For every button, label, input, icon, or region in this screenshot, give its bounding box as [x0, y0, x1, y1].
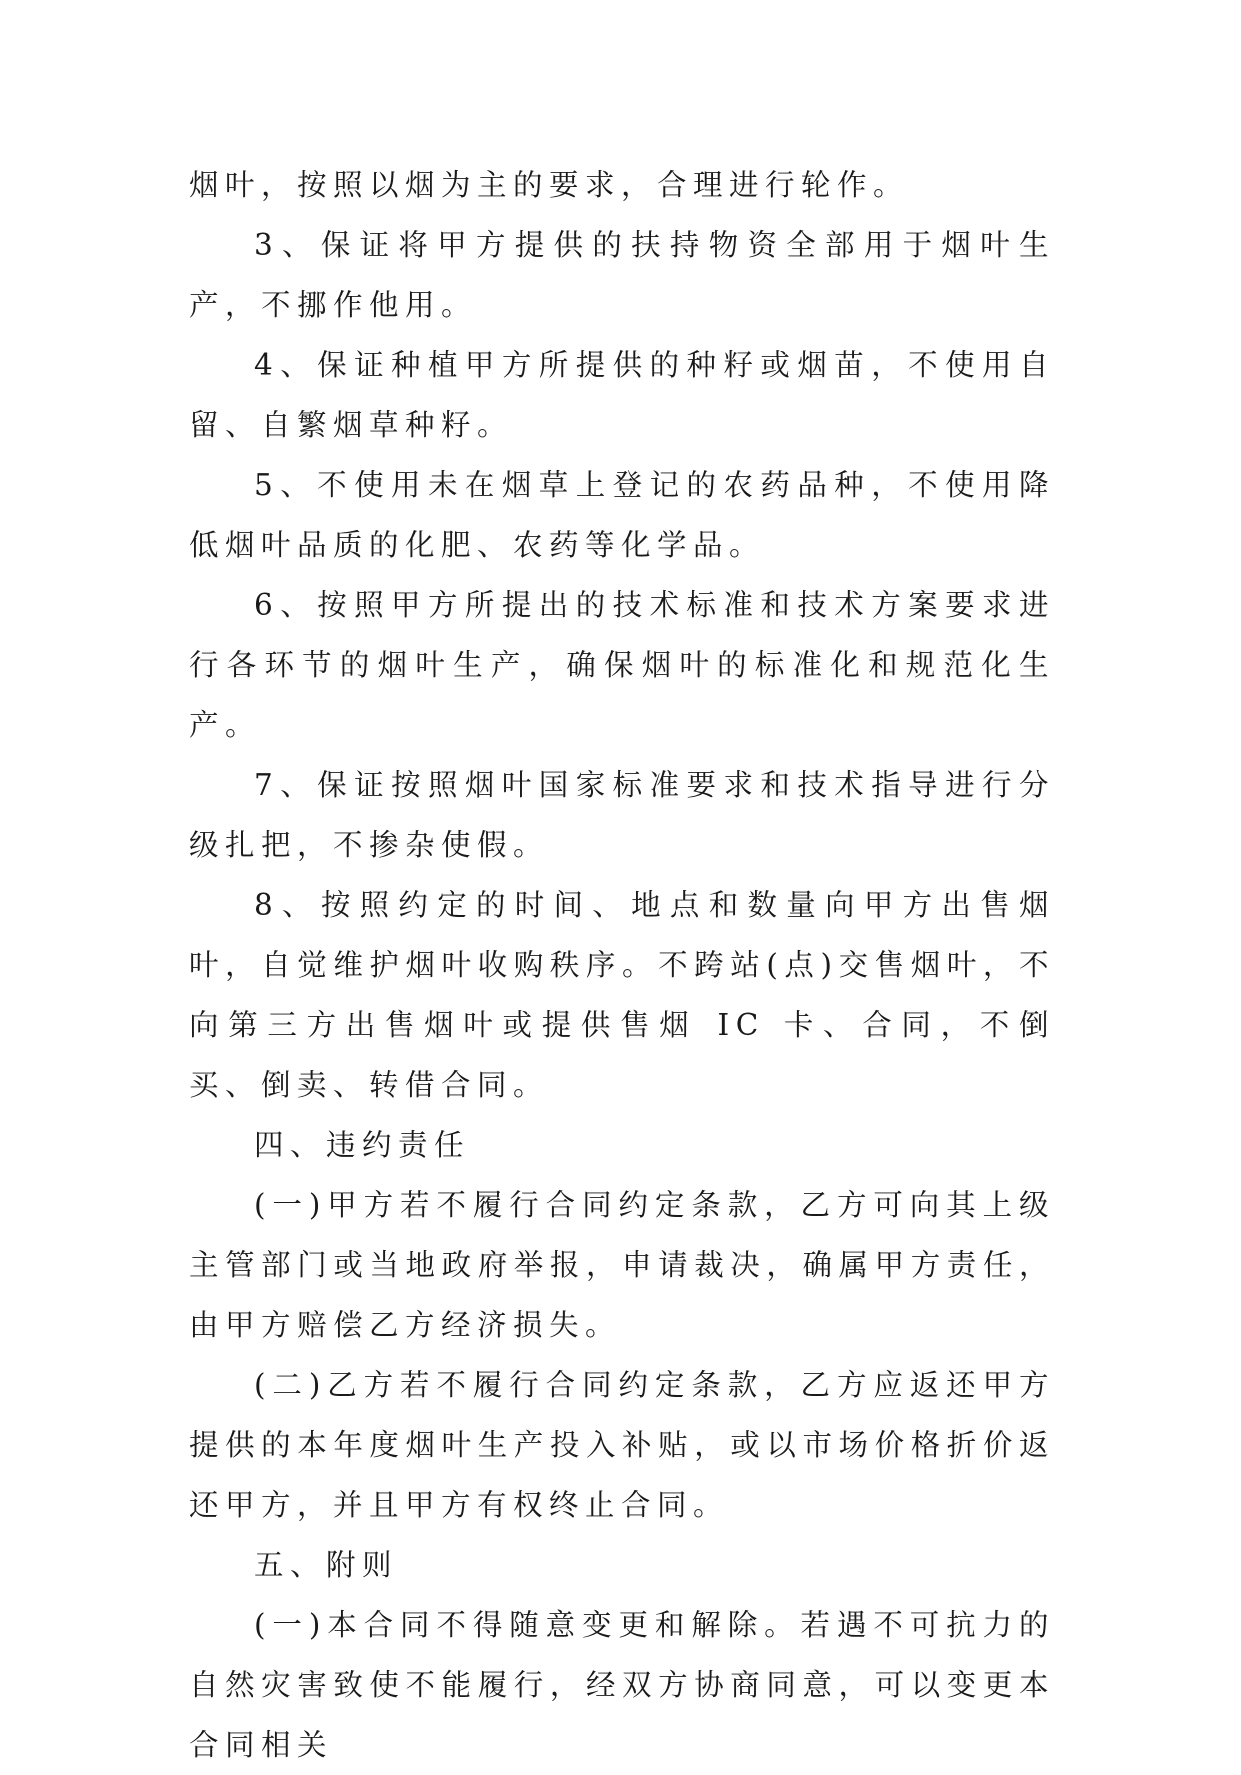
section-heading-breach-liability: 四、违约责任	[254, 1128, 471, 1162]
paragraph-continuation: 烟叶，按照以烟为主的要求，合理进行轮作。	[189, 168, 910, 202]
paragraph-item-4: 4、保证种植甲方所提供的种籽或烟苗，不使用自留、自繁烟草种籽。	[189, 348, 1055, 442]
paragraph-item-6: 6、按照甲方所提出的技术标准和技术方案要求进行各环节的烟叶生产，确保烟叶的标准化和规范化生产。	[189, 588, 1055, 742]
paragraph-item-5: 5、不使用未在烟草上登记的农药品种，不使用降低烟叶品质的化肥、农药等化学品。	[189, 468, 1055, 562]
paragraph-item-7: 7、保证按照烟叶国家标准要求和技术指导进行分级扎把，不掺杂使假。	[189, 768, 1055, 862]
document-page	[189, 155, 1055, 1775]
paragraph-item-3: 3、保证将甲方提供的扶持物资全部用于烟叶生产，不挪作他用。	[189, 228, 1055, 322]
paragraph-item-8: 8、按照约定的时间、地点和数量向甲方出售烟叶，自觉维护烟叶收购秩序。不跨站(点)交售烟叶，不向第三方出售烟叶或提供售烟 IC 卡、合同，不倒买、倒卖、转借合同。	[189, 888, 1055, 1102]
paragraph-clause-1: (一)甲方若不履行合同约定条款，乙方可向其上级主管部门或当地政府举报，申请裁决，确属甲方责任，由甲方赔偿乙方经济损失。	[189, 1188, 1055, 1342]
paragraph-supplementary-1: (一)本合同不得随意变更和解除。若遇不可抗力的自然灾害致使不能履行，经双方协商同意，可以变更本合同相关	[189, 1608, 1055, 1762]
section-heading-supplementary: 五、附则	[254, 1548, 399, 1582]
paragraph-clause-2: (二)乙方若不履行合同约定条款，乙方应返还甲方提供的本年度烟叶生产投入补贴，或以市场价格折价返还甲方，并且甲方有权终止合同。	[189, 1368, 1055, 1522]
